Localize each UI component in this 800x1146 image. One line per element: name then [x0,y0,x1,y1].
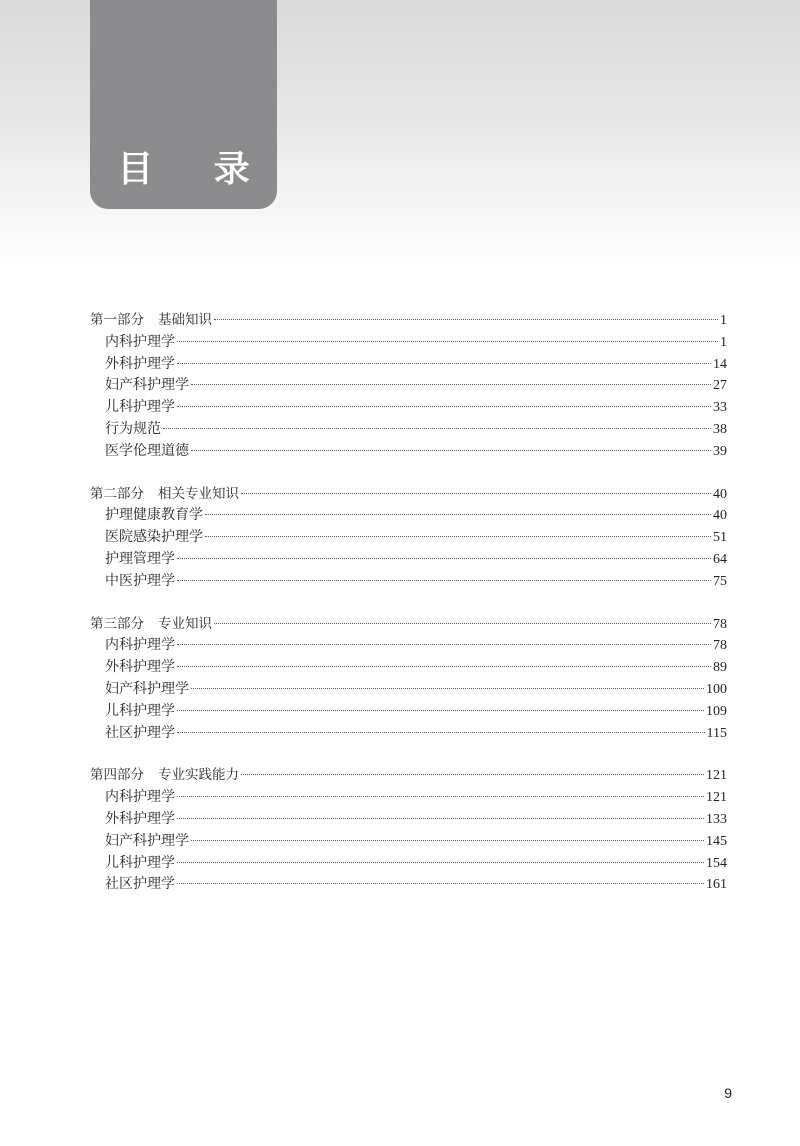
dot-leader [177,558,711,559]
entry-title: 内科护理学 [105,637,175,654]
dot-leader [214,623,711,624]
toc-entry[interactable] [90,549,727,571]
part-number: 第二部分 [90,485,144,502]
entry-title: 医学伦理道德 [105,442,189,459]
entry-title: 妇产科护理学 [105,832,189,849]
page-ref: 154 [706,855,727,871]
dot-leader [205,536,711,537]
page-ref: 51 [713,530,727,546]
page-ref: 64 [713,551,727,567]
toc-entry[interactable] [90,571,727,593]
dot-leader [191,384,711,385]
part-title: 基础知识 [158,312,212,328]
toc-entry[interactable] [90,419,727,441]
entry-title: 内科护理学 [105,789,175,806]
page-number: 9 [724,1085,732,1101]
toc-entry[interactable] [90,679,727,701]
page-ref: 89 [713,660,727,676]
entry-title: 社区护理学 [105,724,175,741]
dot-leader [241,774,704,775]
dot-leader [163,428,711,429]
entry-title: 社区护理学 [105,876,175,893]
toc-section-1 [90,310,727,463]
dot-leader [177,796,704,797]
part-title: 相关专业知识 [158,485,239,502]
dot-leader [177,341,718,342]
toc-entry[interactable] [90,809,727,831]
toc-entry[interactable] [90,505,727,527]
toc-section-3 [90,614,727,745]
page-ref: 121 [706,768,727,784]
toc-entry[interactable] [90,701,727,723]
toc-part-entry[interactable] [90,765,727,787]
toc-entry[interactable] [90,657,727,679]
entry-title: 外科护理学 [105,810,175,827]
toc-entry[interactable] [90,853,727,875]
page-ref: 39 [713,443,727,459]
toc-entry[interactable] [90,723,727,745]
page-ref: 78 [713,616,727,632]
page-ref: 115 [706,725,727,741]
table-of-contents [90,310,727,917]
dot-leader [177,363,711,364]
entry-title: 妇产科护理学 [105,680,189,697]
part-number: 第四部分 [90,767,144,784]
entry-title: 护理健康教育学 [105,507,203,524]
dot-leader [177,818,704,819]
toc-part-entry[interactable] [90,310,727,332]
page-ref: 1 [720,334,727,350]
entry-title: 中医护理学 [105,572,175,589]
page-ref: 145 [706,833,727,849]
toc-entry[interactable] [90,527,727,549]
page-ref: 40 [713,486,727,502]
toc-entry[interactable] [90,874,727,896]
part-number: 第三部分 [90,615,144,632]
toc-section-2 [90,484,727,593]
entry-title: 医院感染护理学 [105,529,203,546]
dot-leader [241,493,711,494]
toc-part-entry[interactable] [90,484,727,506]
toc-section-4 [90,765,727,896]
entry-title: 外科护理学 [105,355,175,372]
page-title: 目 录 [117,149,274,190]
entry-title: 护理管理学 [105,550,175,567]
page-ref: 78 [713,638,727,654]
entry-title: 儿科护理学 [105,702,175,719]
page-ref: 27 [713,378,727,394]
page-ref: 75 [713,573,727,589]
entry-title: 外科护理学 [105,659,175,676]
entry-title: 妇产科护理学 [105,377,189,394]
dot-leader [191,688,704,689]
page-ref: 100 [706,681,727,697]
page-ref: 40 [713,508,727,524]
page-ref: 121 [706,790,727,806]
dot-leader [214,319,718,320]
dot-leader [205,514,711,515]
page-ref: 14 [713,356,727,372]
part-title: 专业实践能力 [158,767,239,784]
dot-leader [177,406,711,407]
dot-leader [177,580,711,581]
dot-leader [177,862,704,863]
part-title: 专业知识 [158,615,212,632]
dot-leader [177,710,704,711]
toc-entry[interactable] [90,787,727,809]
page-ref: 38 [713,421,727,437]
page-ref: 161 [706,877,727,893]
entry-title: 内科护理学 [105,333,175,350]
toc-entry[interactable] [90,332,727,354]
toc-entry[interactable] [90,831,727,853]
toc-entry[interactable] [90,375,727,397]
entry-title: 儿科护理学 [105,854,175,871]
dot-leader [177,644,711,645]
dot-leader [177,732,705,733]
toc-part-entry[interactable] [90,614,727,636]
dot-leader [177,883,704,884]
dot-leader [191,450,711,451]
page-ref: 1 [720,313,727,328]
toc-entry[interactable] [90,441,727,463]
entry-title: 行为规范 [105,420,161,437]
page-ref: 109 [706,703,727,719]
title-tab [90,0,277,209]
page-ref: 133 [706,811,727,827]
entry-title: 儿科护理学 [105,399,175,416]
toc-entry[interactable] [90,635,727,657]
toc-entry[interactable] [90,397,727,419]
dot-leader [177,666,711,667]
dot-leader [191,840,704,841]
toc-entry[interactable] [90,354,727,376]
page-ref: 33 [713,400,727,416]
part-number: 第一部分 [90,312,144,328]
